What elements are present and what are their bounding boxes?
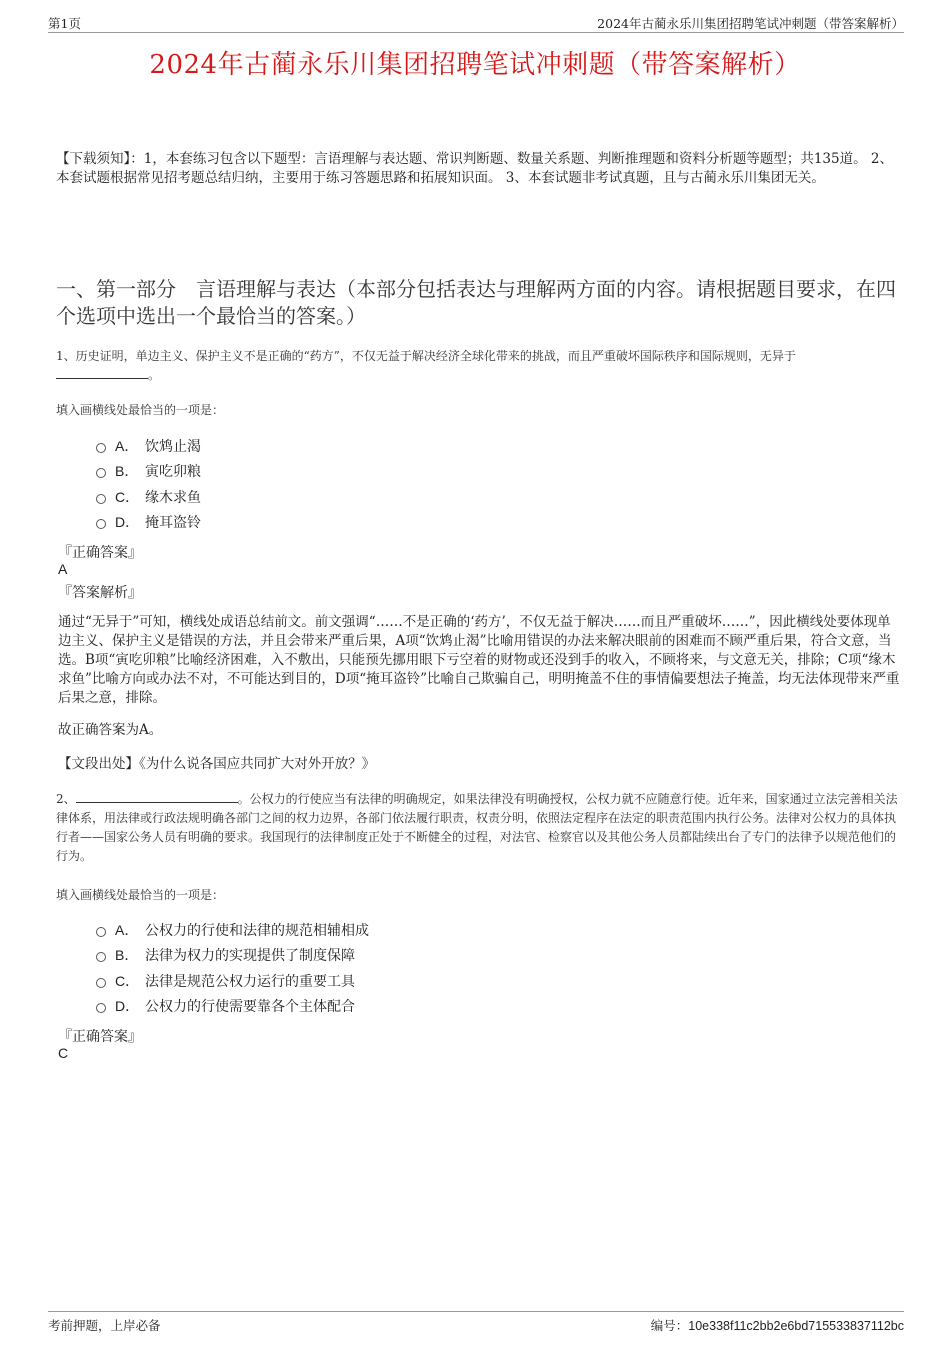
radio-button[interactable] — [96, 1003, 106, 1013]
option-a[interactable]: A． 公权力的行使和法律的规范相辅相成 — [96, 917, 369, 943]
question-1-stem-end: 。 — [148, 368, 161, 382]
answer-blank — [76, 790, 238, 803]
page-number: 第1页 — [48, 16, 81, 31]
question-2-prompt: 填入画横线处最恰当的一项是： — [56, 888, 225, 902]
page-header — [48, 14, 904, 33]
footer-code — [651, 1316, 904, 1334]
source-citation: 【文段出处】《为什么说各国应共同扩大对外开放？》 — [58, 756, 376, 772]
option-d[interactable]: D． 掩耳盗铃 — [96, 510, 201, 536]
question-2-stem — [56, 790, 898, 866]
footer-code-value: 10e338f11c2bb2e6bd715533837112bc — [688, 1319, 904, 1333]
page-title: 2024年古蔺永乐川集团招聘笔试冲刺题（带答案解析） — [149, 50, 801, 80]
question-1-stem — [56, 347, 898, 385]
radio-button[interactable] — [96, 494, 106, 504]
question-1-prompt: 填入画横线处最恰当的一项是： — [56, 403, 225, 417]
section-heading: 一、第一部分 言语理解与表达（本部分包括表达与理解两方面的内容。请根据题目要求，在四个选项中选出一个最恰当的答案。） — [56, 277, 896, 328]
answer-blank — [56, 366, 148, 379]
analysis-conclusion: 故正确答案为A。 — [58, 722, 163, 738]
correct-answer: C — [58, 1045, 69, 1061]
question-1-options — [96, 433, 201, 535]
radio-button[interactable] — [96, 443, 106, 453]
footer-slogan: 考前押题，上岸必备 — [48, 1318, 161, 1333]
option-a[interactable]: A． 饮鸩止渴 — [96, 433, 201, 459]
download-notice: 【下载须知】：1，本套练习包含以下题型：言语理解与表达题、常识判断题、数量关系题、判断推理题和资料分析题等题型；共135道。 2、本套试题根据常见招考题总结归纳，主要用于练习答题思路和拓展知识面。 3、本套试题非考试真题，且与古蔺永乐川集团无关。 — [56, 151, 893, 186]
correct-answer: A — [58, 561, 68, 577]
correct-answer-heading: 『正确答案』 — [58, 545, 142, 561]
option-c[interactable]: C． 法律是规范公权力运行的重要工具 — [96, 968, 369, 994]
option-c[interactable]: C． 缘木求鱼 — [96, 484, 201, 510]
question-2-number: 2、 — [56, 792, 76, 806]
footer-code-label: 编号： — [650, 1318, 689, 1333]
question-2-stem-text: 。公权力的行使应当有法律的明确规定，如果法律没有明确授权，公权力就不应随意行使。近年来，国家通过立法完善相关法律体系，用法律或行政法规明确各部门之间的权力边界，各部门依法履行职责，权责分明，依照法定程序在法定的职责范围内执行公务。法律对公权力的具体执行者——国家公务人员有明确的要求。我国现行的法律制度正处于不断健全的过程，对法官、检察官以及其他公务人员都陆续出台了专门的法律予以规范他们的行为。 — [56, 792, 898, 863]
option-d[interactable]: D． 公权力的行使需要靠各个主体配合 — [96, 994, 369, 1020]
correct-answer-heading: 『正确答案』 — [58, 1029, 142, 1045]
analysis-heading: 『答案解析』 — [58, 585, 142, 601]
radio-button[interactable] — [96, 927, 106, 937]
question-2-options — [96, 917, 369, 1019]
page-footer — [48, 1311, 904, 1336]
radio-button[interactable] — [96, 978, 106, 988]
radio-button[interactable] — [96, 468, 106, 478]
question-1-stem-text: 1、历史证明，单边主义、保护主义不是正确的“药方”，不仅无益于解决经济全球化带来的挑战，而且严重破坏国际秩序和国际规则，无异于 — [56, 349, 796, 363]
analysis-text: 通过“无异于”可知，横线处成语总结前文。前文强调“……不是正确的‘药方’，不仅无益于解决……而且严重破坏……”，因此横线处要体现单边主义、保护主义是错误的方法，并且会带来严重后果，A项“饮鸩止渴”比喻用错误的办法来解决眼前的困难而不顾严重后果，符合文意，当选。B项“寅吃卯粮”比喻经济困难，入不敷出，只能预先挪用眼下亏空着的财物或还没到手的收入，不顾将来，与文意无关，排除；C项“缘木求鱼”比喻方向或办法不对，不可能达到目的，D项“掩耳盗铃”比喻自己欺骗自己，明明掩盖不住的事情偏要想法子掩盖，均无法体现带来严重后果之意，排除。 — [58, 614, 900, 706]
radio-button[interactable] — [96, 952, 106, 962]
option-b[interactable]: B． 法律为权力的实现提供了制度保障 — [96, 943, 369, 969]
header-doc-title: 2024年古蔺永乐川集团招聘笔试冲刺题（带答案解析） — [597, 16, 904, 31]
option-b[interactable]: B． 寅吃卯粮 — [96, 459, 201, 485]
radio-button[interactable] — [96, 519, 106, 529]
